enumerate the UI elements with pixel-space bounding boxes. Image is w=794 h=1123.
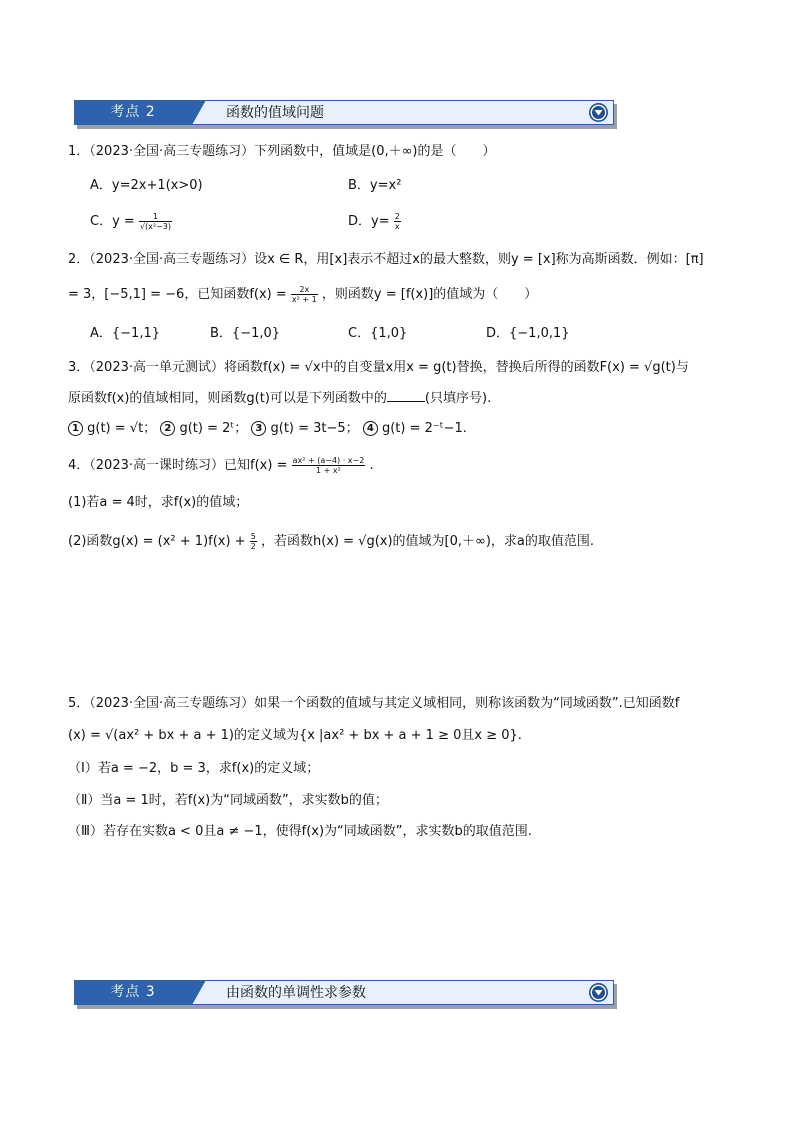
banner-title: 函数的值域问题 — [226, 105, 324, 121]
circled-number-4: 4 — [363, 421, 378, 436]
q2-line-2-pre: = 3，[−5,1] = −6，已知函数f(x) = — [68, 287, 287, 302]
q4-part-2 — [68, 532, 594, 551]
q1-option-c-label: C．y = — [90, 214, 135, 229]
fraction-denominator: 2 — [250, 542, 256, 551]
fraction-numerator: 5 — [250, 532, 256, 541]
q1-stem: 1．（2023·全国·高三专题练习）下列函数中，值域是(0,＋∞)的是（ ） — [68, 144, 496, 159]
fraction-denominator: x — [394, 222, 400, 231]
banner-tab-label: 考点 2 — [110, 104, 156, 120]
q2-fraction — [291, 285, 318, 304]
q1-option-b: B．y=x² — [348, 178, 402, 193]
banner-tab-slant — [192, 100, 206, 125]
fraction-numerator: 1 — [139, 212, 172, 222]
q4-stem — [68, 456, 374, 475]
section-banner-3 — [74, 980, 616, 1007]
q4-fraction — [292, 456, 366, 475]
q4-stem-post: . — [369, 458, 374, 473]
q3-line-2-pre: 原函数f(x)的值域相同，则函数g(t)可以是下列函数中的 — [68, 391, 387, 406]
fraction-denominator: x² + 1 — [291, 295, 317, 304]
q5-part-1: （Ⅰ）若a = −2，b = 3，求f(x)的定义域； — [68, 761, 320, 776]
q2-line-1: 2．（2023·全国·高三专题练习）设x ∈ R，用[x]表示不超过x的最大整数，则y = [x]称为高斯函数．例如：[π] — [68, 252, 704, 267]
q1-option-d-fraction — [394, 212, 401, 231]
q4-part-2-post: ，若函数h(x) = √g(x)的值域为[0,＋∞)，求a的取值范围. — [260, 534, 595, 549]
section-banner-2 — [74, 100, 616, 127]
q3-option-3: g(t) = 3t−5； — [270, 421, 359, 436]
banner-tab-slant — [192, 980, 206, 1005]
q5-line-2: (x) = √(ax² + bx + a + 1)的定义域为{x |ax² + bx + a + 1 ≥ 0且x ≥ 0}. — [68, 728, 522, 743]
fraction-numerator: ax² + (a−4) · x−2 — [292, 456, 365, 465]
answer-blank — [387, 389, 425, 402]
fraction-numerator: 2 — [394, 212, 400, 221]
q4-stem-pre: 4．（2023·高一课时练习）已知f(x) = — [68, 458, 288, 473]
q3-option-2: g(t) = 2ᵗ； — [179, 421, 248, 436]
q4-part-2-pre: (2)函数g(x) = (x² + 1)f(x) + — [68, 534, 246, 549]
chevron-down-icon — [589, 983, 608, 1002]
q5-part-2: （Ⅱ）当a = 1时，若f(x)为“同域函数”，求实数b的值； — [68, 793, 388, 808]
q1-option-c — [90, 212, 172, 231]
banner-title: 由函数的单调性求参数 — [226, 985, 366, 1001]
q2-option-a: A．{−1,1} — [90, 326, 161, 341]
q2-option-b: B．{−1,0} — [210, 326, 281, 341]
q1-option-d-label: D．y= — [348, 214, 390, 229]
q5-part-3: （Ⅲ）若存在实数a < 0且a ≠ −1，使得f(x)为“同域函数”，求实数b的取值范围. — [68, 824, 532, 839]
q3-option-4: g(t) = 2⁻ᵗ−1. — [381, 421, 467, 436]
q3-options — [68, 420, 467, 438]
banner-tab-label: 考点 3 — [110, 984, 156, 1000]
q1-option-a: A．y=2x+1(x>0) — [90, 178, 203, 193]
q3-option-1: g(t) = √t； — [87, 421, 157, 436]
chevron-down-icon — [589, 103, 608, 122]
fraction-numerator: 2x — [291, 285, 318, 295]
q1-option-d — [348, 212, 401, 231]
q2-line-2 — [68, 285, 537, 304]
q2-option-c: C．{1,0} — [348, 326, 408, 341]
q4-part-2-fraction — [250, 532, 257, 551]
circled-number-1: 1 — [68, 421, 83, 436]
q4-part-1: (1)若a = 4时，求f(x)的值域； — [68, 495, 249, 510]
q3-line-2 — [68, 389, 491, 408]
q2-line-2-post: ，则函数y = [f(x)]的值域为（ ） — [321, 287, 538, 302]
circled-number-3: 3 — [251, 421, 266, 436]
q3-line-1: 3．（2023·高一单元测试）将函数f(x) = √x中的自变量x用x = g(t)替换，替换后所得的函数F(x) = √g(t)与 — [68, 360, 689, 375]
q1-option-c-fraction — [139, 212, 172, 231]
circled-number-2: 2 — [160, 421, 175, 436]
q2-option-d: D．{−1,0,1} — [486, 326, 570, 341]
fraction-denominator: √(x²−3) — [139, 222, 172, 231]
q3-line-2-post: (只填序号). — [424, 391, 492, 406]
q5-line-1: 5．（2023·全国·高三专题练习）如果一个函数的值域与其定义域相同，则称该函数为“同域函数”.已知函数f — [68, 696, 680, 711]
fraction-denominator: 1 + x² — [316, 466, 341, 475]
